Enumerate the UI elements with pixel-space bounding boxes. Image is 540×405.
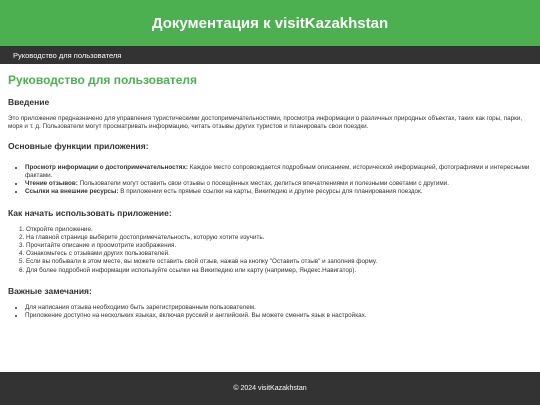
main-content bbox=[0, 64, 540, 372]
list-item bbox=[25, 164, 532, 180]
feature-title: Чтение отзывов: bbox=[25, 180, 78, 188]
feature-title: Ссылки на внешние ресурсы: bbox=[25, 188, 119, 196]
copyright-text: © 2024 visitKazakhstan bbox=[233, 385, 307, 392]
features-heading: Основные функции приложения: bbox=[8, 140, 149, 151]
steps-list bbox=[8, 226, 532, 275]
list-item: 5. Если вы побывали в этом месте, вы можете оставить свой отзыв, нажав на кнопку "Оставить отзыв" и заполнив форму. bbox=[26, 258, 532, 266]
nav-bar bbox=[0, 46, 540, 64]
page-title: Документация к visitKazakhstan bbox=[151, 14, 389, 32]
feature-title: Просмотр информации о достопримечательностях: bbox=[25, 163, 189, 171]
section-title: Руководство для пользователя bbox=[8, 73, 198, 87]
list-item: • Приложение доступно на нескольких языках, включая русский и английский. Вы можете сменить язык в настройках. bbox=[25, 312, 532, 320]
features-list bbox=[8, 164, 532, 197]
intro-text: Это приложение предназначено для управления туристическими достопримечательностями, просмотра информации о различных природных объектах, таких как горы, парки, моря и т. д. Пользователи могут просматривать информацию, читать отзывы других туристов и планировать свои поездки. bbox=[8, 115, 523, 131]
list-item: 4. Ознакомьтесь с отзывами других пользователей. bbox=[26, 250, 532, 258]
list-item: 2. На главной странице выберите достопримечательность, которую хотите изучить. bbox=[26, 234, 532, 242]
notes-list bbox=[8, 304, 532, 320]
feature-text: В приложении есть прямые ссылки на карты, Википедию и другие ресурсы для планирования поездок. bbox=[118, 188, 423, 196]
site-header bbox=[0, 0, 540, 46]
list-item bbox=[25, 180, 532, 188]
feature-text: Каждое место сопровождается подробным описанием, исторической информацией, фотографиями и интересными фактами. bbox=[25, 163, 530, 180]
list-item: 3. Прочитайте описание и просмотрите изображения. bbox=[26, 242, 532, 250]
list-item bbox=[25, 188, 532, 196]
notes-heading: Важные замечания: bbox=[8, 285, 92, 296]
list-item: 6. Для более подробной информации используйте ссылки на Википедию или карту (например, Яндекс.Навигатор). bbox=[26, 267, 532, 275]
feature-text: Пользователи могут оставить свои отзывы о посещённых местах, делиться впечатлениями и полезными советами с другими. bbox=[77, 180, 449, 188]
nav-link-user-guide[interactable]: Руководство для пользователя bbox=[13, 50, 122, 60]
intro-heading: Введение bbox=[8, 97, 50, 107]
site-footer bbox=[0, 372, 540, 405]
list-item: • Для написания отзыва необходимо быть зарегистрированным пользователем. bbox=[25, 304, 532, 312]
list-item: 1. Откройте приложение. bbox=[26, 226, 532, 234]
start-heading: Как начать использовать приложение: bbox=[8, 207, 172, 218]
